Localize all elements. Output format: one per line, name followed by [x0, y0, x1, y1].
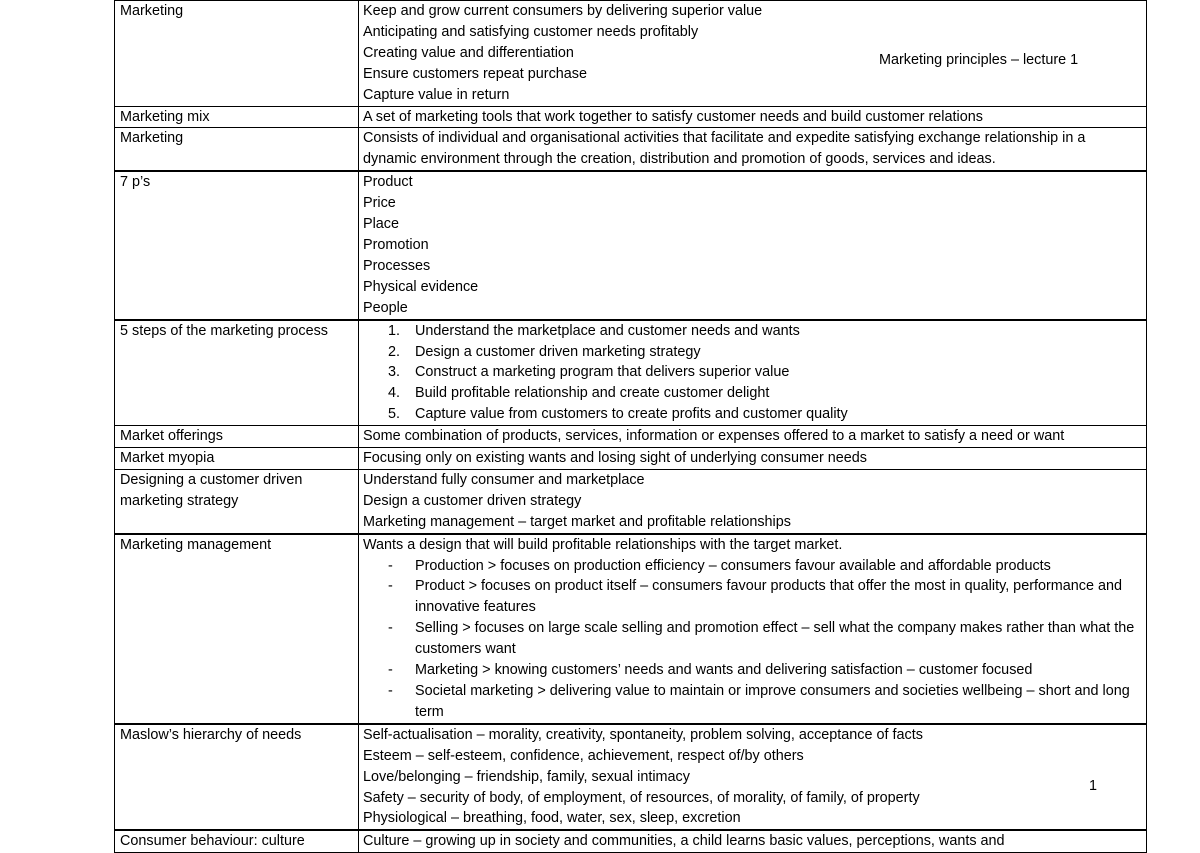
item-number: 4.: [388, 385, 401, 402]
term-cell: Designing a customer driven marketing strategy: [115, 469, 359, 533]
bullet-text: Marketing > knowing customers’ needs and wants and delivering satisfaction – customer focused: [415, 662, 1033, 679]
item-number: 2.: [388, 343, 401, 360]
bullet-text: Selling > focuses on large scale selling and promotion effect – sell what the company makes rather than what the customers want: [415, 620, 1135, 658]
definition-cell: [359, 534, 1147, 724]
definition-line: Physical evidence: [363, 278, 479, 295]
definition-line: Ensure customers repeat purchase: [363, 65, 587, 82]
definition-line: Self-actualisation – morality, creativity, spontaneity, problem solving, acceptance of facts: [363, 726, 923, 743]
definition-intro: Wants a design that will build profitable relationships with the target market.: [363, 536, 843, 553]
notes-table: [114, 0, 1147, 853]
term-cell: Marketing: [115, 128, 359, 171]
bullet-text: Product > focuses on product itself – consumers favour products that offer the most in quality, performance and innovative features: [415, 578, 1122, 616]
bullet-item: [363, 576, 1142, 618]
numbered-item: [363, 362, 1142, 383]
item-number: 3.: [388, 364, 401, 381]
dash-bullet: -: [388, 557, 393, 574]
numbered-item: [363, 342, 1142, 363]
term-cell: Marketing management: [115, 534, 359, 724]
definition-line: Place: [363, 216, 399, 233]
definition-line: Design a customer driven strategy: [363, 492, 582, 509]
definition-line: Anticipating and satisfying customer needs profitably: [363, 23, 699, 40]
definition-line: Marketing management – target market and profitable relationships: [363, 513, 791, 530]
definition-cell: [359, 171, 1147, 319]
definition-cell: [359, 128, 1147, 171]
item-text: Capture value from customers to create profits and customer quality: [415, 406, 848, 423]
term-cell: 5 steps of the marketing process: [115, 320, 359, 426]
dash-bullet: -: [388, 662, 393, 679]
dash-bullet: -: [388, 578, 393, 595]
term-cell: Consumer behaviour: culture: [115, 830, 359, 852]
definition-cell: [359, 426, 1147, 448]
term-cell: Maslow’s hierarchy of needs: [115, 724, 359, 831]
dash-bullet: -: [388, 683, 393, 699]
definition-line: Creating value and differentiation: [363, 44, 574, 61]
numbered-item: [363, 404, 1142, 425]
numbered-item: [363, 321, 1142, 342]
definition-cell: [359, 320, 1147, 426]
definition-line: Capture value in return: [363, 86, 510, 103]
term-cell: 7 p’s: [115, 171, 359, 319]
definition-line: Safety – security of body, of employment, of resources, of morality, of family, of property: [363, 789, 920, 806]
definition-paragraph: Consists of individual and organisational activities that facilitate and expedite satisfying exchange relationship in a dynamic environment through the creation, distribution and promotion of goods, services and ideas.: [363, 130, 1086, 168]
term-cell: Market offerings: [115, 426, 359, 448]
bullet-text: Production > focuses on production efficiency – consumers favour available and affordable products: [415, 557, 1051, 574]
definition-line: Love/belonging – friendship, family, sexual intimacy: [363, 768, 690, 785]
item-text: Build profitable relationship and create customer delight: [415, 385, 770, 402]
bullet-item: [363, 618, 1142, 660]
definition-line: Processes: [363, 257, 431, 274]
table-row: [115, 426, 1147, 448]
header-note: Marketing principles – lecture 1: [879, 52, 1079, 68]
definition-cell: [359, 106, 1147, 128]
table-row: [115, 448, 1147, 470]
item-text: Understand the marketplace and customer needs and wants: [415, 322, 800, 339]
table-row: [115, 830, 1147, 852]
table-row: [115, 171, 1147, 319]
term-cell: Marketing mix: [115, 106, 359, 128]
definition-cell: [359, 724, 1147, 831]
definition-line: Understand fully consumer and marketplace: [363, 471, 645, 488]
item-number: 5.: [388, 406, 401, 423]
definition-line: Esteem – self-esteem, confidence, achievement, respect of/by others: [363, 747, 804, 764]
definition-line: Keep and grow current consumers by delivering superior value: [363, 3, 763, 19]
table-row: [115, 128, 1147, 171]
table-row: [115, 106, 1147, 128]
numbered-item: [363, 383, 1142, 404]
term-cell: Marketing: [115, 1, 359, 107]
item-text: Construct a marketing program that delivers superior value: [415, 364, 790, 381]
definition-line: People: [363, 299, 408, 316]
term-cell: Market myopia: [115, 448, 359, 470]
definition-line: Physiological – breathing, food, water, sex, sleep, excretion: [363, 810, 741, 827]
table-row: [115, 534, 1147, 724]
item-number: 1.: [388, 322, 401, 339]
bullet-item: [363, 556, 1142, 577]
definition-cell: [359, 469, 1147, 533]
definition-line: A set of marketing tools that work together to satisfy customer needs and build customer relations: [363, 108, 983, 125]
bullet-text: Societal marketing > delivering value to maintain or improve consumers and societies wellbeing – short and long term: [415, 683, 1130, 720]
definition-line: Some combination of products, services, information or expenses offered to a market to satisfy a need or want: [363, 428, 1065, 445]
definition-line: Promotion: [363, 236, 429, 253]
dash-bullet: -: [388, 620, 393, 637]
bullet-item: [363, 681, 1142, 723]
definition-line: Focusing only on existing wants and losing sight of underlying consumer needs: [363, 450, 867, 467]
page-number: 1: [1089, 778, 1098, 794]
table-row: [115, 320, 1147, 426]
table-row: [115, 724, 1147, 831]
definition-line: Culture – growing up in society and communities, a child learns basic values, perceptions, wants and: [363, 833, 1005, 850]
bullet-item: [363, 660, 1142, 681]
definition-cell: [359, 830, 1147, 852]
item-text: Design a customer driven marketing strategy: [415, 343, 701, 360]
definition-line: Price: [363, 195, 396, 212]
definition-cell: [359, 448, 1147, 470]
definition-line: Product: [363, 174, 413, 191]
table-row: [115, 469, 1147, 533]
